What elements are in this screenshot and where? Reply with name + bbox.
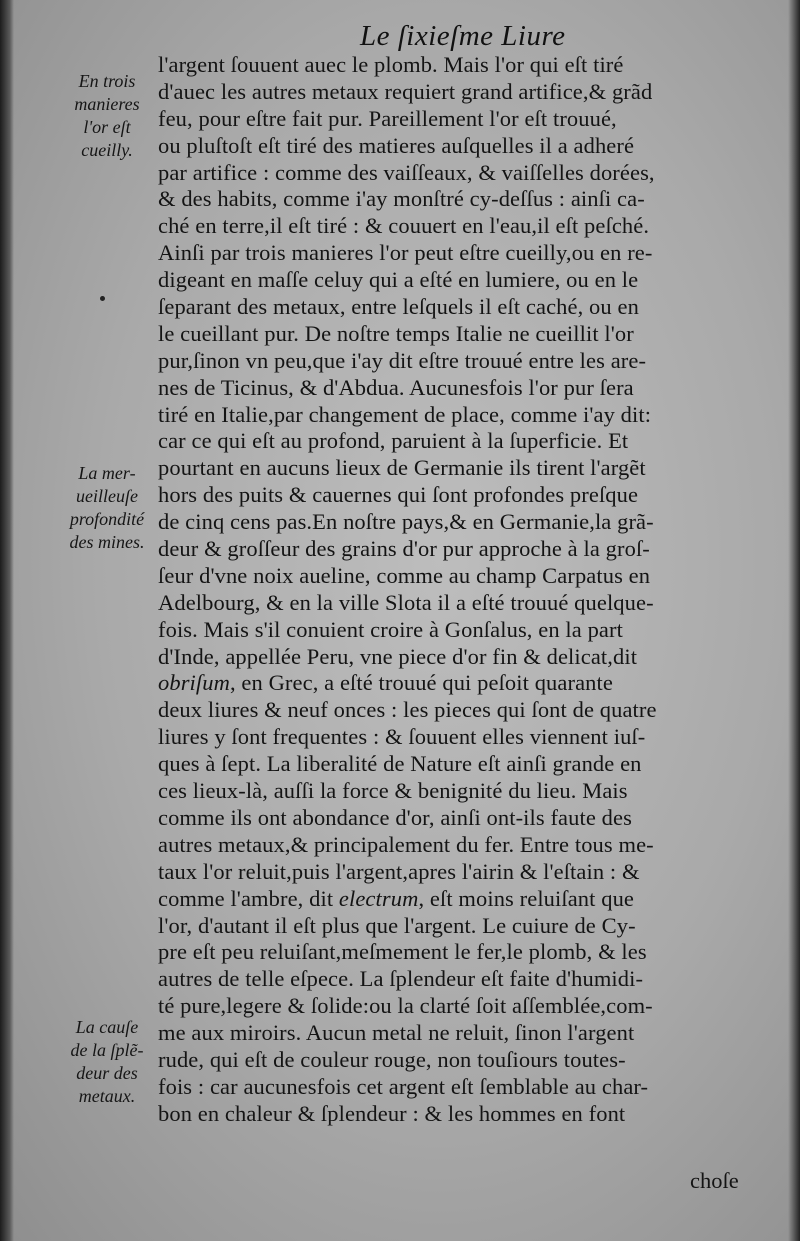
text-line: Adelbourg, & en la ville Slota il a eſté trouué quelque-: [158, 589, 654, 615]
text-line: deur & groſſeur des grains d'or pur approche à la groſ-: [158, 536, 650, 562]
text-line: car ce qui eſt au profond, paruient à la ſuperficie. Et: [158, 428, 629, 454]
page-gutter-shadow: [0, 0, 14, 1241]
text-line: autres metaux,& principalement du fer. Entre tous me-: [158, 831, 654, 857]
text-line: tiré en Italie,par changement de place, comme i'ay dit:: [158, 401, 652, 427]
text-line: comme ils ont abondance d'or, ainſi ont-ils faute des: [158, 804, 632, 830]
margin-note-trois-manieres: [52, 70, 162, 162]
text-line: digeant en maſſe celuy qui a eſté en lumiere, ou en le: [158, 267, 639, 293]
ink-speck: [100, 296, 105, 301]
text-line: ces lieux-là, auſſi la force & benignité du lieu. Mais: [158, 778, 628, 804]
margin-note-line: metaux.: [78, 1086, 136, 1106]
text-line: fois : car aucunesfois cet argent eſt ſemblable au char-: [158, 1073, 649, 1099]
text-line: d'auec les autres metaux requiert grand artifice,& grãd: [158, 78, 653, 104]
running-title: Le ſixieſme Liure: [360, 20, 566, 52]
text-line: le cueillant pur. De noſtre temps Italie ne cueillit l'or: [158, 320, 634, 346]
text-line: l'or, d'autant il eſt plus que l'argent. Le cuiure de Cy-: [158, 912, 636, 938]
text-line: de cinq cens pas.En noſtre pays,& en Germanie,la grã-: [158, 509, 654, 535]
text-line: par artifice : comme des vaiſſeaux, & vaiſſelles dorées,: [158, 159, 655, 185]
text-line: & des habits, comme i'ay monſtré cy-deſſus : ainſi ca-: [158, 186, 645, 212]
text-line: ſeur d'vne noix aueline, comme au champ Carpatus en: [158, 562, 651, 588]
margin-note-line: En trois: [78, 71, 136, 91]
margin-note-line: La cauſe: [75, 1017, 139, 1037]
body-text: [158, 52, 756, 1128]
text-line: ché en terre,il eſt tiré : & couuert en l'eau,il eſt peſché.: [158, 213, 650, 239]
page-edge-shadow: [788, 0, 800, 1241]
text-line: ques à ſept. La liberalité de Nature eſt ainſi grande en: [158, 751, 642, 777]
text-line: fois. Mais s'il conuient croire à Gonſalus, en la part: [158, 616, 623, 642]
text-line: obriſum, en Grec, a eſté trouué qui peſoit quarante: [158, 670, 613, 696]
text-line: me aux miroirs. Aucun metal ne reluit, ſinon l'argent: [158, 1020, 635, 1046]
margin-note-line: ueilleuſe: [76, 486, 138, 506]
text-line: liures y ſont frequentes : & ſouuent elles viennent iuſ-: [158, 724, 646, 750]
margin-note-line: manieres: [74, 94, 140, 114]
margin-note-line: l'or eſt: [83, 117, 131, 137]
text-line: nes de Ticinus, & d'Abdua. Aucunesfois l'or pur ſera: [158, 374, 634, 400]
margin-note-line: deur des: [76, 1063, 138, 1083]
text-line: Ainſi par trois manieres l'or peut eſtre cueilly,ou en re-: [158, 240, 653, 266]
margin-note-profondite-mines: [52, 462, 162, 554]
italic-word: electrum: [338, 885, 419, 911]
text-line: autres de telle eſpece. La ſplendeur eſt faite d'humidi-: [158, 966, 644, 992]
text-line: pur,ſinon vn peu,que i'ay dit eſtre trouué entre les are-: [158, 347, 647, 373]
margin-note-line: cueilly.: [81, 140, 133, 160]
text-line: taux l'or reluit,puis l'argent,apres l'airin & l'eſtain : &: [158, 858, 640, 884]
catchword: choſe: [690, 1168, 739, 1193]
text-line: l'argent ſouuent auec le plomb. Mais l'or qui eſt tiré: [158, 52, 624, 77]
margin-note-splendeur-metaux: [52, 1016, 162, 1108]
text-line: rude, qui eſt de couleur rouge, non touſiours toutes-: [158, 1046, 626, 1072]
text-line: feu, pour eſtre fait pur. Pareillement l'or eſt trouué,: [158, 105, 617, 131]
margin-note-line: des mines.: [69, 532, 145, 552]
margin-note-line: La mer-: [78, 463, 136, 483]
text-line: ou pluſtoſt eſt tiré des matieres auſquelles il a adheré: [158, 132, 635, 158]
text-line: té pure,legere & ſolide:ou la clarté ſoit aſſemblée,com-: [158, 993, 653, 1019]
text-line: d'Inde, appellée Peru, vne piece d'or fin & delicat,dit: [158, 643, 638, 669]
text-line: pourtant en aucuns lieux de Germanie ils tirent l'argẽt: [158, 455, 646, 481]
text-line: hors des puits & cauernes qui ſont profondes preſque: [158, 482, 639, 508]
text-line: bon en chaleur & ſplendeur : & les hommes en font: [158, 1100, 626, 1126]
italic-word: obriſum: [158, 670, 230, 696]
text-line: comme l'ambre, dit electrum, eſt moins reluiſant que: [158, 885, 635, 911]
text-line: ſeparant des metaux, entre leſquels il eſt caché, ou en: [158, 294, 639, 320]
text-line: deux liures & neuf onces : les pieces qui ſont de quatre: [158, 697, 657, 723]
text-line: pre eſt peu reluiſant,meſmement le fer,le plomb, & les: [158, 939, 647, 965]
margin-note-line: de la ſplẽ-: [70, 1040, 144, 1060]
margin-note-line: profondité: [69, 509, 145, 529]
